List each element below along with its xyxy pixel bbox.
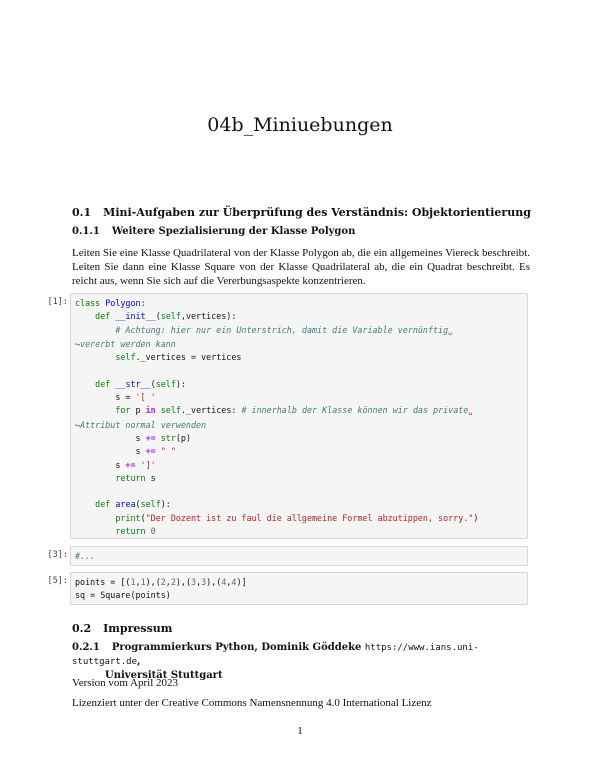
task-paragraph: Leiten Sie eine Klasse Quadrilateral von der Klasse Polygon ab, die ein allgemeines Viereck beschreibt. Leiten Sie dann eine Klasse Square von der Klasse Quadrilateral ab, die ein Quadrat beschreibt. Es reicht aus, wenn Sie sich auf die Vererbungsaspekte konzentrieren. [72, 247, 530, 287]
page-number: 1 [297, 725, 303, 737]
cell-prompt-1: [1]: [47, 297, 68, 307]
license-text: Lizenziert unter der Creative Commons Namensnennung 4.0 International Lizenz [72, 697, 432, 709]
code-polygon-class: class Polygon: def __init__(self,vertices): # Achtung: hier nur ein Unterstrich, damit die Variable vernünftig␣ ↪vererbt werden kann self._vertices = vertices def __str__(self): s = '[ ' for p in self._vertices: # innerhalb der Klasse können wir das private␣ ↪Attribut normal verwenden s += str(p) s += " " s += ']' return s def area(self): print("Der Dozent ist zu faul die allgemeine Formel abzutippen, sorry.") return 0 [75, 298, 479, 537]
code-placeholder-comment: #... [75, 551, 96, 561]
section-title: Impressum [103, 622, 173, 635]
code-cell-square[interactable] [70, 572, 528, 605]
subsection-affiliation: Universität Stuttgart [105, 670, 223, 681]
subsection-heading-programmierkurs: 0.2.1 Programmierkurs Python, Dominik Göddeke https://www.ians.uni-stuttgart.de, Universität Stuttgart [72, 641, 532, 682]
code-square-instance: points = [(1,1),(2,2),(3,3),(4,4)] sq = Square(points) [75, 577, 247, 601]
subsection-number: 0.1.1 [72, 226, 100, 237]
section-heading-objektorientierung [72, 206, 531, 219]
section-number: 0.1 [72, 206, 92, 219]
notebook-title: 04b_Miniuebungen [207, 114, 393, 136]
cell-prompt-3: [3]: [47, 550, 68, 560]
cell-prompt-5: [5]: [47, 576, 68, 586]
section-number: 0.2 [72, 622, 92, 635]
section-title: Mini-Aufgaben zur Überprüfung des Verständnis: Objektorientierung [103, 206, 531, 219]
code-cell-placeholder[interactable] [70, 546, 528, 566]
subsection-heading-polygon [72, 226, 355, 237]
subsection-title: Programmierkurs Python, Dominik Göddeke [111, 642, 362, 653]
version-text: Version vom April 2023 [72, 677, 179, 689]
subsection-number: 0.2.1 [72, 642, 100, 653]
code-cell-polygon[interactable] [70, 293, 528, 539]
subsection-title: Weitere Spezialisierung der Klasse Polygon [111, 226, 356, 237]
institute-link[interactable]: https://www.ians.uni-stuttgart.de [72, 643, 479, 667]
section-heading-impressum [72, 622, 172, 635]
